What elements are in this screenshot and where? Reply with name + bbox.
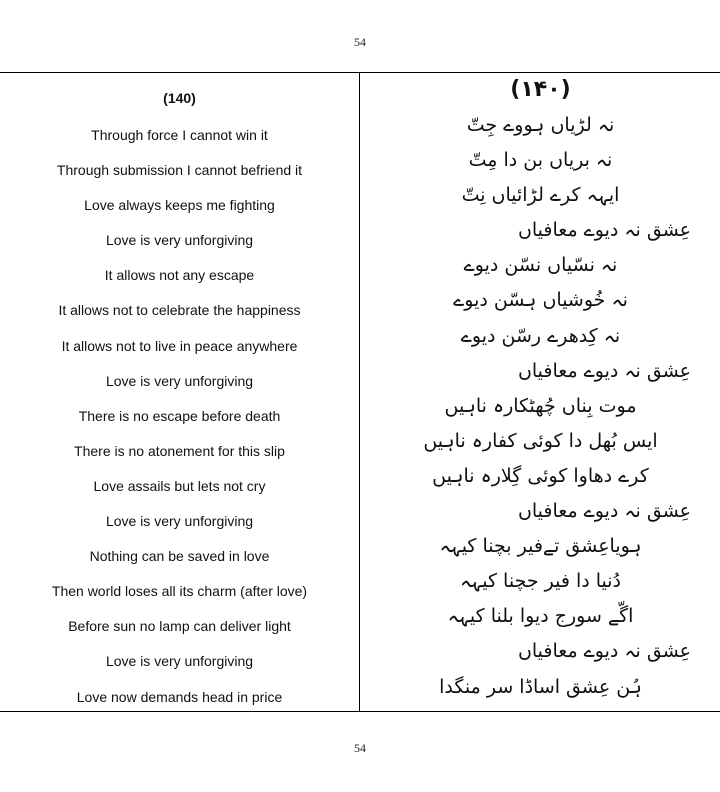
english-line: Before sun no lamp can deliver light: [68, 618, 291, 635]
urdu-line: نہ خُوشیاں ہسّن دیوے: [453, 289, 628, 312]
english-poem-number: (140): [163, 90, 196, 106]
english-refrain-line: Love is very unforgiving: [105, 372, 254, 389]
english-line: Then world loses all its charm (after love): [51, 583, 308, 600]
english-line: Nothing can be saved in love: [89, 548, 270, 565]
urdu-original-column: [361, 72, 720, 705]
urdu-refrain-line: عِشق نہ دیوے معافیاں: [517, 219, 691, 242]
english-refrain-line: Love is very unforgiving: [105, 513, 254, 530]
english-line: It allows not any escape: [104, 267, 255, 284]
urdu-line: ایس بُھل دا کوئی کفارہ ناہیں: [423, 429, 658, 452]
urdu-line: اگّے سورج دیوا بلنا کیہہ: [447, 605, 634, 628]
english-line: Through force I cannot win it: [91, 127, 268, 143]
urdu-line: کرے دھاوا کوئی گِلارہ ناہیں: [432, 464, 649, 487]
urdu-line: ہُن عِشق اساڈا سر منگدا: [439, 675, 642, 698]
page-number-top: 54: [354, 35, 366, 49]
urdu-refrain-line: عِشق نہ دیوے معافیاں: [517, 359, 691, 382]
urdu-line: نہ کِدھرے رسّن دیوے: [460, 324, 621, 347]
english-line: There is no atonement for this slip: [74, 442, 285, 459]
page-number-bottom: 54: [354, 741, 366, 755]
english-line: Love always keeps me fighting: [84, 197, 275, 214]
urdu-poem-number: (۱۴۰): [510, 77, 571, 102]
english-line: It allows not to live in peace anywhere: [61, 337, 298, 354]
urdu-refrain-line: عِشق نہ دیوے معافیاں: [517, 500, 691, 523]
urdu-line: موت بِناں چُھٹکارہ ناہیں: [444, 394, 637, 417]
english-translation-column: [0, 78, 359, 715]
urdu-line: نہ لڑیاں ہووے جِتّ: [466, 114, 615, 136]
english-line: Love now demands head in price: [76, 688, 283, 705]
urdu-line: ایہہ کرے لڑائیاں نِتّ: [461, 184, 620, 207]
column-divider: [359, 72, 360, 712]
urdu-refrain-line: عِشق نہ دیوے معافیاں: [517, 640, 691, 663]
english-line: Through submission I cannot befriend it: [56, 162, 303, 179]
urdu-line: ہویاعِشق تےفیر بچنا کیہہ: [439, 535, 642, 558]
english-refrain-line: Love is very unforgiving: [105, 232, 254, 249]
english-refrain-line: Love is very unforgiving: [105, 653, 254, 670]
urdu-line: نہ نسّیاں نسّن دیوے: [463, 254, 618, 277]
urdu-line: دُنیا دا فیر جچنا کیہہ: [459, 570, 622, 593]
english-line: Love assails but lets not cry: [93, 477, 266, 494]
english-line: It allows not to celebrate the happiness: [58, 302, 301, 319]
urdu-line: نہ بریاں بن دا مِتّ: [468, 149, 613, 172]
english-line: There is no escape before death: [78, 407, 281, 424]
bottom-rule: [0, 711, 720, 712]
